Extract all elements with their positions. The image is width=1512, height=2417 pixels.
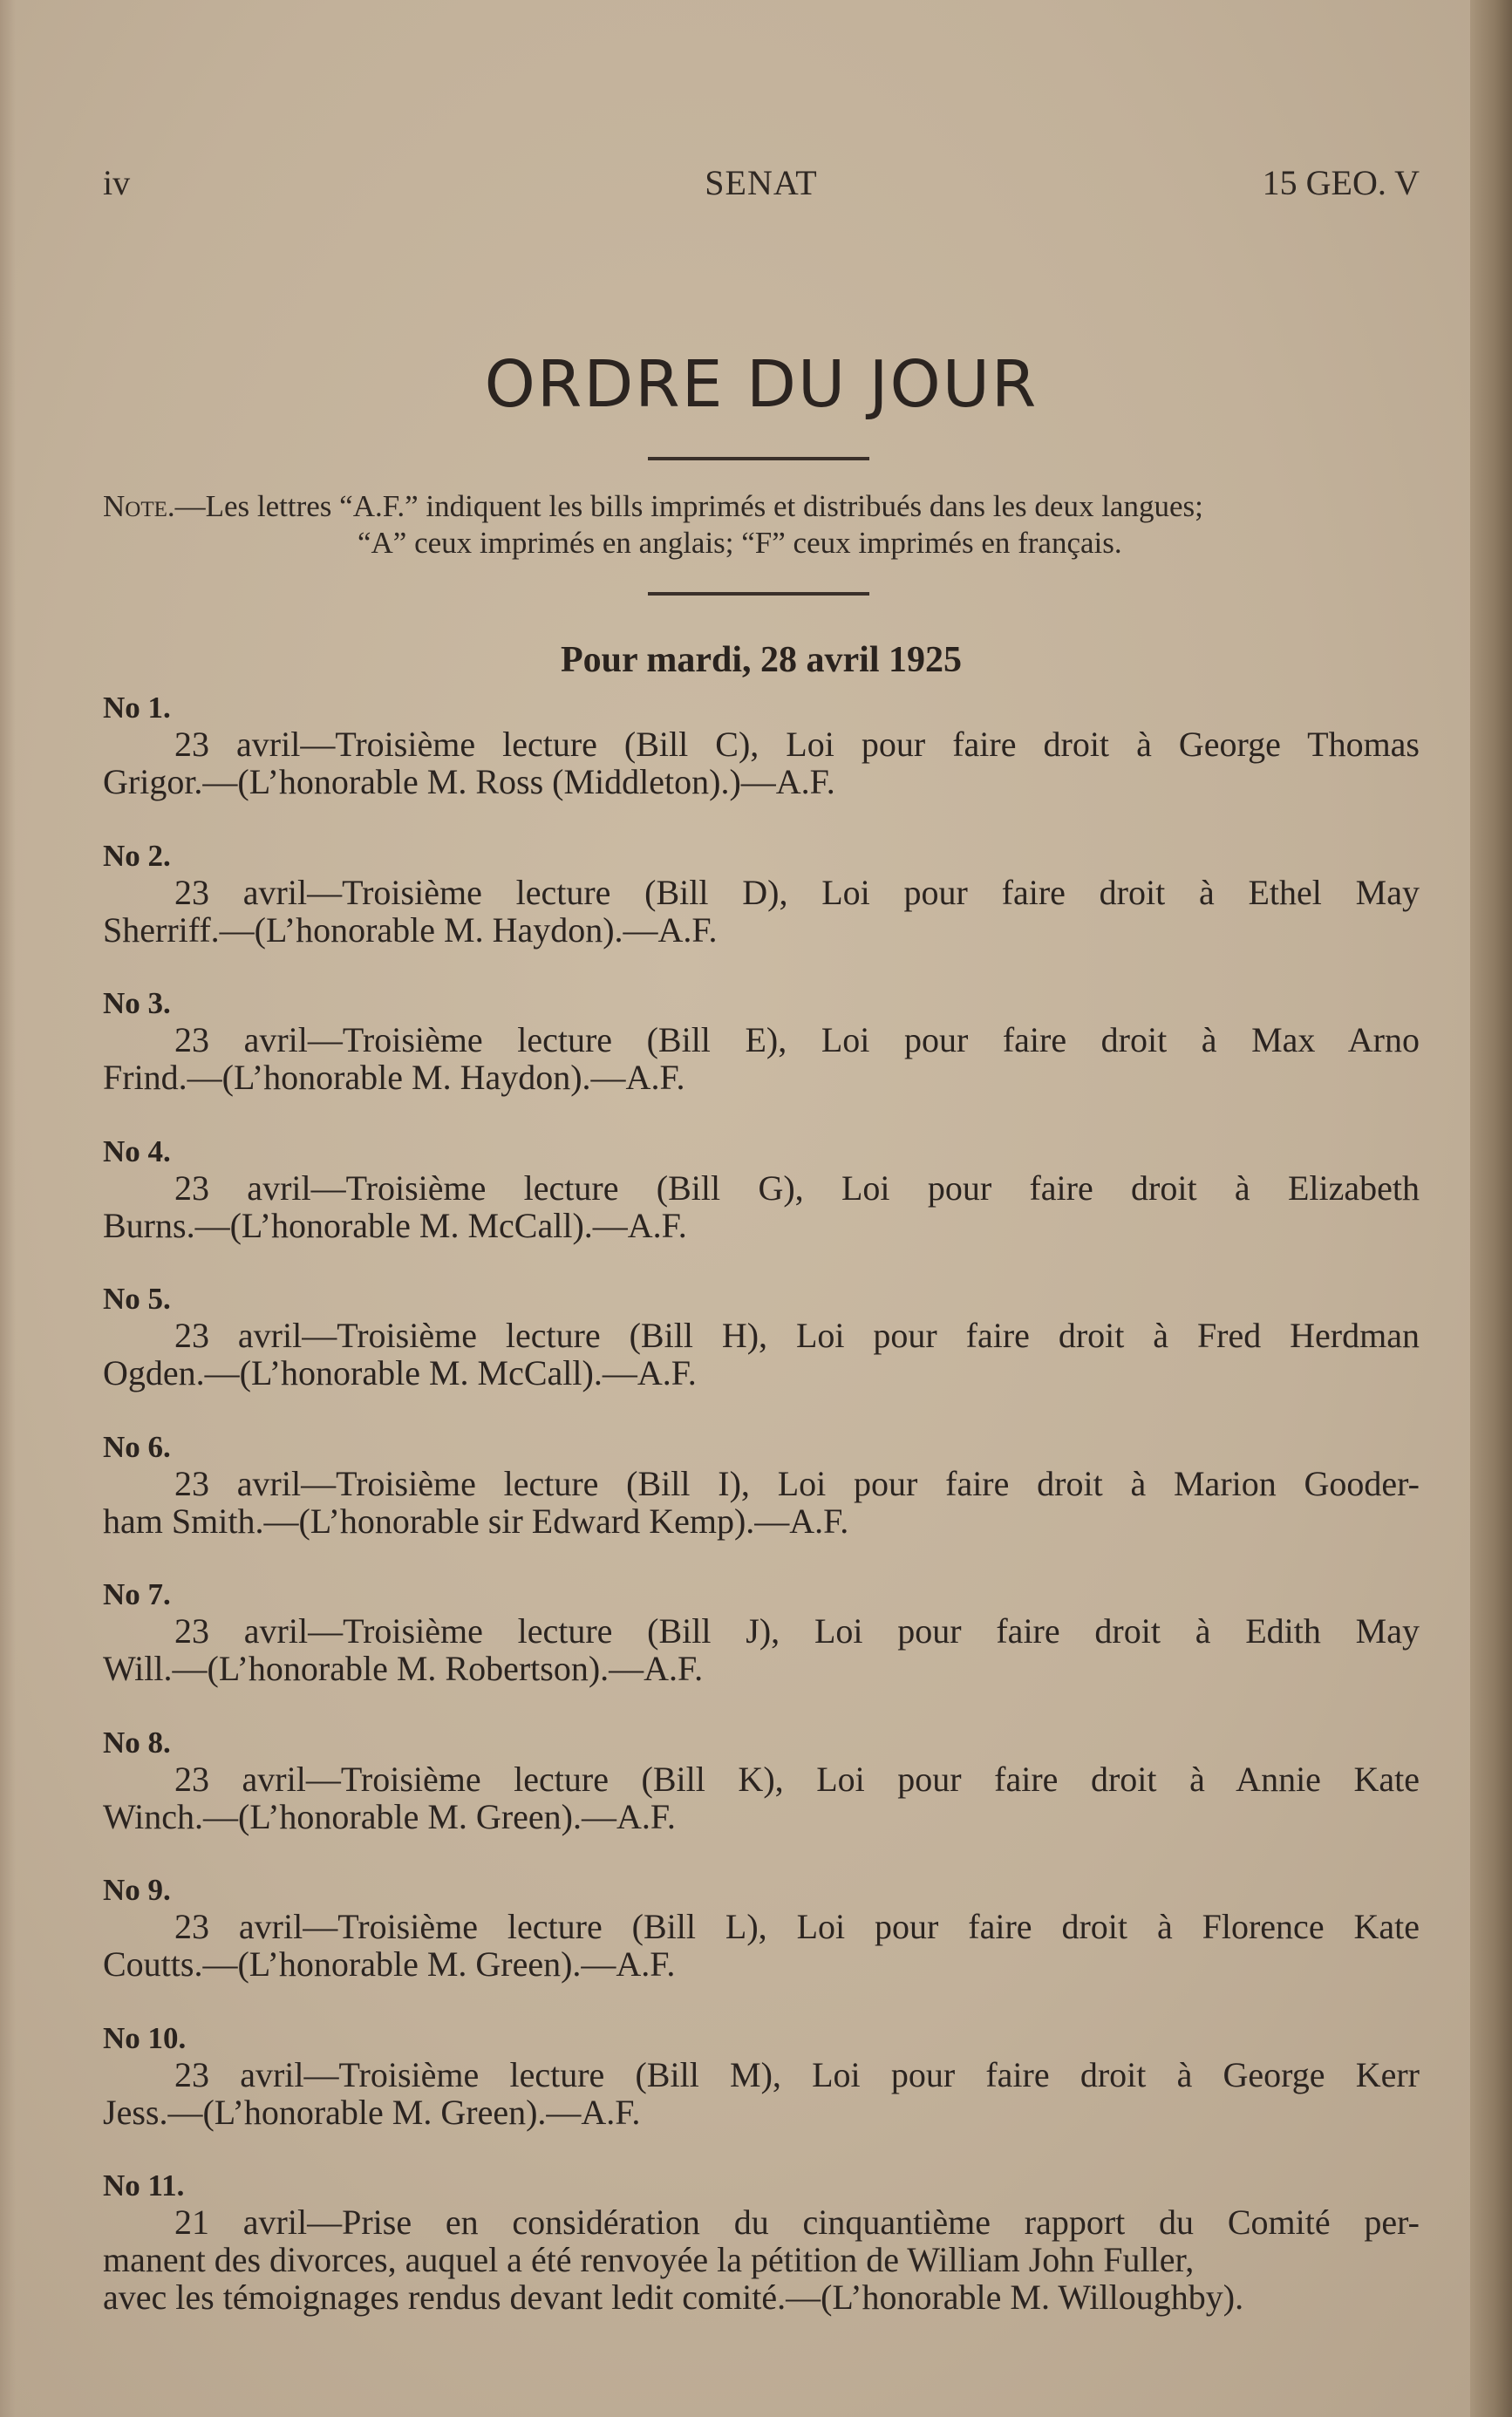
item-line: 23 avril—Troisième lecture (Bill E), Loi pour faire droit à Max Arno <box>174 1020 1420 1059</box>
agenda-item <box>103 1133 1420 1281</box>
item-line: Sherriff.—(L’honorable M. Haydon).—A.F. <box>103 909 718 950</box>
item-line: avec les témoignages rendus devant ledit comité.—(L’honorable M. Willoughby). <box>103 2277 1244 2317</box>
item-text <box>103 1612 1420 1687</box>
item-number: No 1. <box>103 691 171 725</box>
item-number: No 6. <box>103 1429 171 1464</box>
item-line: 23 avril—Troisième lecture (Bill G), Loi pour faire droit à Elizabeth <box>174 1168 1420 1208</box>
item-line: 23 avril—Troisième lecture (Bill M), Loi pour faire droit à George Kerr <box>174 2054 1420 2094</box>
header-right: 15 GEO. V <box>1262 163 1420 202</box>
item-line: Winch.—(L’honorable M. Green).—A.F. <box>103 1796 676 1836</box>
item-text <box>103 874 1420 949</box>
page-number: iv <box>103 163 131 202</box>
agenda-item <box>103 1280 1420 1428</box>
item-number: No 4. <box>103 1134 171 1168</box>
item-line: Burns.—(L’honorable M. McCall).—A.F. <box>103 1205 687 1245</box>
item-line: 23 avril—Troisième lecture (Bill K), Loi pour faire droit à Annie Kate <box>174 1759 1420 1799</box>
item-text <box>103 2056 1420 2131</box>
item-number: No 10. <box>103 2020 187 2055</box>
page-edge-left <box>0 0 16 2417</box>
item-line: Jess.—(L’honorable M. Green).—A.F. <box>103 2092 641 2132</box>
agenda-item <box>103 2167 1420 2315</box>
item-line: 23 avril—Troisième lecture (Bill L), Loi pour faire droit à Florence Kate <box>174 1907 1420 1946</box>
item-line: 23 avril—Troisième lecture (Bill H), Loi pour faire droit à Fred Herdman <box>174 1316 1420 1355</box>
page-title: ORDRE DU JOUR <box>484 347 1039 422</box>
note-line-2: “A” ceux imprimés en anglais; “F” ceux imprimés en français. <box>358 526 1122 560</box>
item-number: No 5. <box>103 1282 171 1316</box>
item-line: 23 avril—Troisième lecture (Bill I), Loi pour faire droit à Marion Gooder- <box>174 1463 1420 1503</box>
divider-rule <box>648 592 869 596</box>
item-text <box>103 1908 1420 1983</box>
item-line: Coutts.—(L’honorable M. Green).—A.F. <box>103 1944 676 1984</box>
item-line: Will.—(L’honorable M. Robertson).—A.F. <box>103 1649 704 1688</box>
item-text <box>103 2203 1420 2316</box>
item-line: manent des divorces, auquel a été renvoyée la pétition de William John Fuller, <box>103 2240 1195 2279</box>
item-text <box>103 1760 1420 1835</box>
note-lead: Note. <box>103 489 175 523</box>
item-line: 21 avril—Prise en considération du cinquantième rapport du Comité per- <box>174 2203 1420 2242</box>
item-number: No 9. <box>103 1873 171 1907</box>
item-number: No 8. <box>103 1725 171 1760</box>
agenda-list <box>103 689 1420 2315</box>
divider-rule <box>648 457 869 460</box>
item-number: No 2. <box>103 838 171 873</box>
date-heading: Pour mardi, 28 avril 1925 <box>560 640 963 680</box>
agenda-item <box>103 689 1420 837</box>
item-number: No 7. <box>103 1577 171 1611</box>
item-line: 23 avril—Troisième lecture (Bill C), Loi pour faire droit à George Thomas <box>174 725 1420 764</box>
item-line: ham Smith.—(L’honorable sir Edward Kemp).—A.F. <box>103 1501 849 1541</box>
item-line: Frind.—(L’honorable M. Haydon).—A.F. <box>103 1058 685 1097</box>
item-line: Ogden.—(L’honorable M. McCall).—A.F. <box>103 1353 697 1392</box>
note-line-1: —Les lettres “A.F.” indiquent les bills imprimés et distribués dans les deux langues; <box>174 489 1203 523</box>
item-text <box>103 1021 1420 1096</box>
agenda-item <box>103 1871 1420 2019</box>
agenda-item <box>103 1428 1420 1576</box>
note-paragraph <box>103 488 1420 562</box>
running-head <box>103 162 1420 206</box>
item-line: Grigor.—(L’honorable M. Ross (Middleton).)—A.F. <box>103 762 835 801</box>
item-text <box>103 1169 1420 1244</box>
agenda-item <box>103 1576 1420 1724</box>
item-line: 23 avril—Troisième lecture (Bill J), Loi pour faire droit à Edith May <box>174 1611 1420 1651</box>
item-text <box>103 1317 1420 1392</box>
agenda-item <box>103 984 1420 1133</box>
item-text <box>103 725 1420 800</box>
item-number: No 3. <box>103 986 171 1020</box>
item-line: 23 avril—Troisième lecture (Bill D), Loi pour faire droit à Ethel May <box>174 872 1420 912</box>
agenda-item <box>103 837 1420 985</box>
item-text <box>103 1465 1420 1540</box>
agenda-item <box>103 2019 1420 2168</box>
header-center: SENAT <box>705 163 818 202</box>
agenda-item <box>103 1724 1420 1872</box>
page-edge-right <box>1470 0 1512 2417</box>
item-number: No 11. <box>103 2168 185 2203</box>
